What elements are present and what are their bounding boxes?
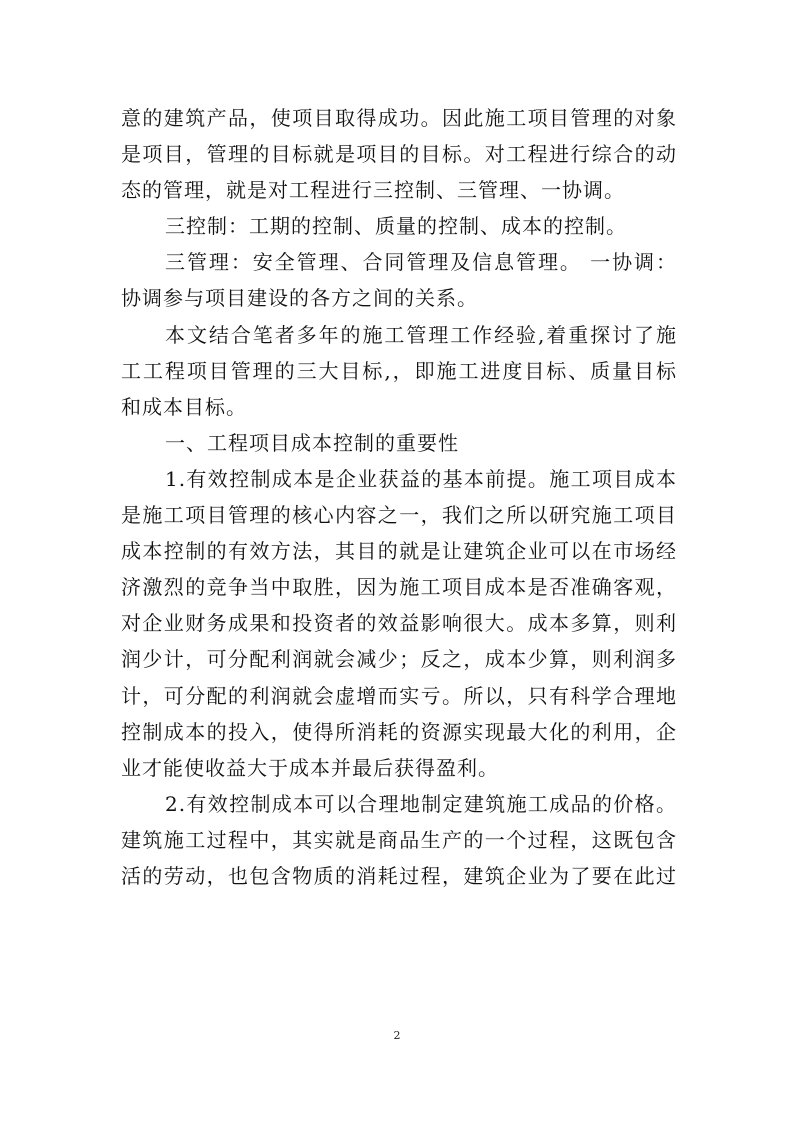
text-line: 工工程项目管理的三大目标,，即施工进度目标、质量目标 <box>121 358 677 383</box>
text-line: 和成本目标。 <box>121 394 247 419</box>
text-line: 一、工程项目成本控制的重要性 <box>165 430 459 455</box>
text-line: 润少计，可分配利润就会减少；反之，成本少算，则利润多 <box>121 647 677 672</box>
text-line: 协调参与项目建设的各方之间的关系。 <box>121 286 478 311</box>
text-line: 本文结合笔者多年的施工管理工作经验,着重探讨了施 <box>165 322 677 347</box>
page-number: 2 <box>393 1029 401 1042</box>
text-line: 济激烈的竞争当中取胜，因为施工项目成本是否准确客观， <box>121 575 677 600</box>
text-line: 控制成本的投入，使得所消耗的资源实现最大化的利用，企 <box>121 719 677 744</box>
text-line: 2.有效控制成本可以合理地制定建筑施工成品的价格。 <box>165 791 677 816</box>
text-line: 对企业财务成果和投资者的效益影响很大。成本多算，则利 <box>121 611 677 636</box>
text-line: 是施工项目管理的核心内容之一，我们之所以研究施工项目 <box>121 503 677 528</box>
text-line: 建筑施工过程中，其实就是商品生产的一个过程，这既包含 <box>121 827 677 852</box>
text-line: 三管理：安全管理、合同管理及信息管理。 一协调： <box>165 250 677 275</box>
text-line: 成本控制的有效方法，其目的就是让建筑企业可以在市场经 <box>121 539 677 564</box>
text-line: 业才能使收益大于成本并最后获得盈利。 <box>121 755 499 780</box>
text-line: 是项目，管理的目标就是项目的目标。对工程进行综合的动 <box>121 142 677 167</box>
text-line: 三控制：工期的控制、质量的控制、成本的控制。 <box>165 214 627 239</box>
text-line: 意的建筑产品，使项目取得成功。因此施工项目管理的对象 <box>121 106 677 130</box>
body-text <box>121 100 677 894</box>
text-line: 计，可分配的利润就会虚增而实亏。所以，只有科学合理地 <box>121 683 677 708</box>
text-line: 1.有效控制成本是企业获益的基本前提。施工项目成本 <box>165 466 677 491</box>
text-line: 态的管理，就是对工程进行三控制、三管理、一协调。 <box>121 178 625 203</box>
text-line: 活的劳动，也包含物质的消耗过程，建筑企业为了要在此过 <box>121 863 677 888</box>
